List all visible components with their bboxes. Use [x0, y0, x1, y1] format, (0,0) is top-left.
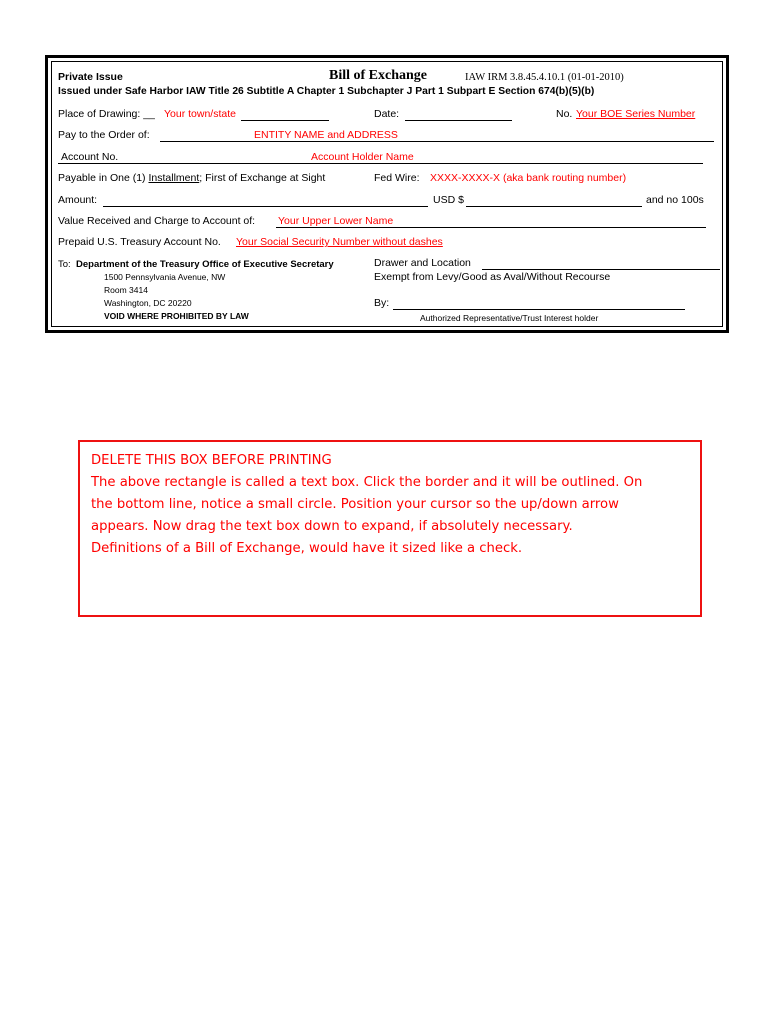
drawer-location-line[interactable] [482, 269, 720, 270]
bill-of-exchange-box[interactable] [45, 55, 729, 333]
fed-wire-value[interactable]: XXXX-XXXX-X (aka bank routing number) [430, 172, 627, 184]
to-label: To: [58, 259, 71, 270]
prepaid-account-label: Prepaid U.S. Treasury Account No. [58, 236, 221, 248]
address-line-3: Washington, DC 20220 [104, 298, 192, 308]
no-100s-label: and no 100s [646, 194, 704, 206]
account-no-label: Account No. [61, 151, 119, 163]
place-of-drawing-label: Place of Drawing: __ [58, 108, 155, 120]
by-label: By: [374, 297, 390, 309]
pay-to-order-line [254, 141, 714, 142]
amount-line[interactable] [103, 206, 428, 207]
note-line-2: The above rectangle is called a text box. Click the border and it will be outlined. On [91, 475, 643, 490]
exempt-statement: Exempt from Levy/Good as Aval/Without Recourse [374, 271, 611, 283]
value-received-value[interactable]: Your Upper Lower Name [278, 215, 394, 227]
amount-label: Amount: [58, 194, 98, 206]
account-holder-value[interactable]: Account Holder Name [311, 151, 414, 163]
note-line-1: DELETE THIS BOX BEFORE PRINTING [91, 453, 332, 468]
iaw-irm-reference: IAW IRM 3.8.45.4.10.1 (01-01-2010) [465, 72, 624, 83]
bill-title: Bill of Exchange [329, 68, 428, 83]
authorized-representative-caption: Authorized Representative/Trust Interest holder [420, 313, 599, 323]
pay-to-order-line-left [160, 141, 254, 142]
instruction-text-box[interactable] [78, 440, 702, 617]
place-of-drawing-line [241, 120, 329, 121]
value-received-label: Value Received and Charge to Account of: [58, 215, 256, 227]
usd-label: USD $ [433, 194, 464, 206]
private-issue-label: Private Issue [58, 71, 123, 83]
note-line-3: the bottom line, notice a small circle. Position your cursor so the up/down arrow [91, 497, 619, 512]
place-of-drawing-value[interactable]: Your town/state [164, 108, 236, 120]
value-received-line [276, 227, 706, 228]
payable-statement: Payable in One (1) Installment; First of Exchange at Sight [58, 172, 326, 184]
pay-to-order-label: Pay to the Order of: [58, 129, 150, 141]
note-line-4: appears. Now drag the text box down to expand, if absolutely necessary. [91, 519, 573, 534]
signature-line[interactable] [393, 309, 685, 310]
safe-harbor-statement: Issued under Safe Harbor IAW Title 26 Subtitle A Chapter 1 Subchapter J Part 1 Subpart E Section 674(b)(5)(b) [58, 86, 595, 97]
prepaid-account-value[interactable]: Your Social Security Number without dashes [236, 236, 443, 248]
date-label: Date: [374, 108, 400, 120]
series-number-label: No. [556, 108, 573, 120]
treasury-department: Department of the Treasury Office of Executive Secretary [76, 259, 334, 270]
pay-to-order-value[interactable]: ENTITY NAME and ADDRESS [254, 129, 398, 141]
drawer-location-label: Drawer and Location [374, 257, 471, 269]
address-line-2: Room 3414 [104, 285, 148, 295]
fed-wire-label: Fed Wire: [374, 172, 420, 184]
series-number-value[interactable]: Your BOE Series Number [576, 108, 696, 120]
bill-of-exchange-inner-border [51, 61, 723, 327]
note-line-5: Definitions of a Bill of Exchange, would have it sized like a check. [91, 541, 523, 556]
usd-line[interactable] [466, 206, 642, 207]
address-line-1: 1500 Pennsylvania Avenue, NW [104, 272, 226, 282]
installment-word: Installment [148, 172, 200, 184]
date-line[interactable] [405, 120, 512, 121]
void-notice: VOID WHERE PROHIBITED BY LAW [104, 311, 249, 321]
